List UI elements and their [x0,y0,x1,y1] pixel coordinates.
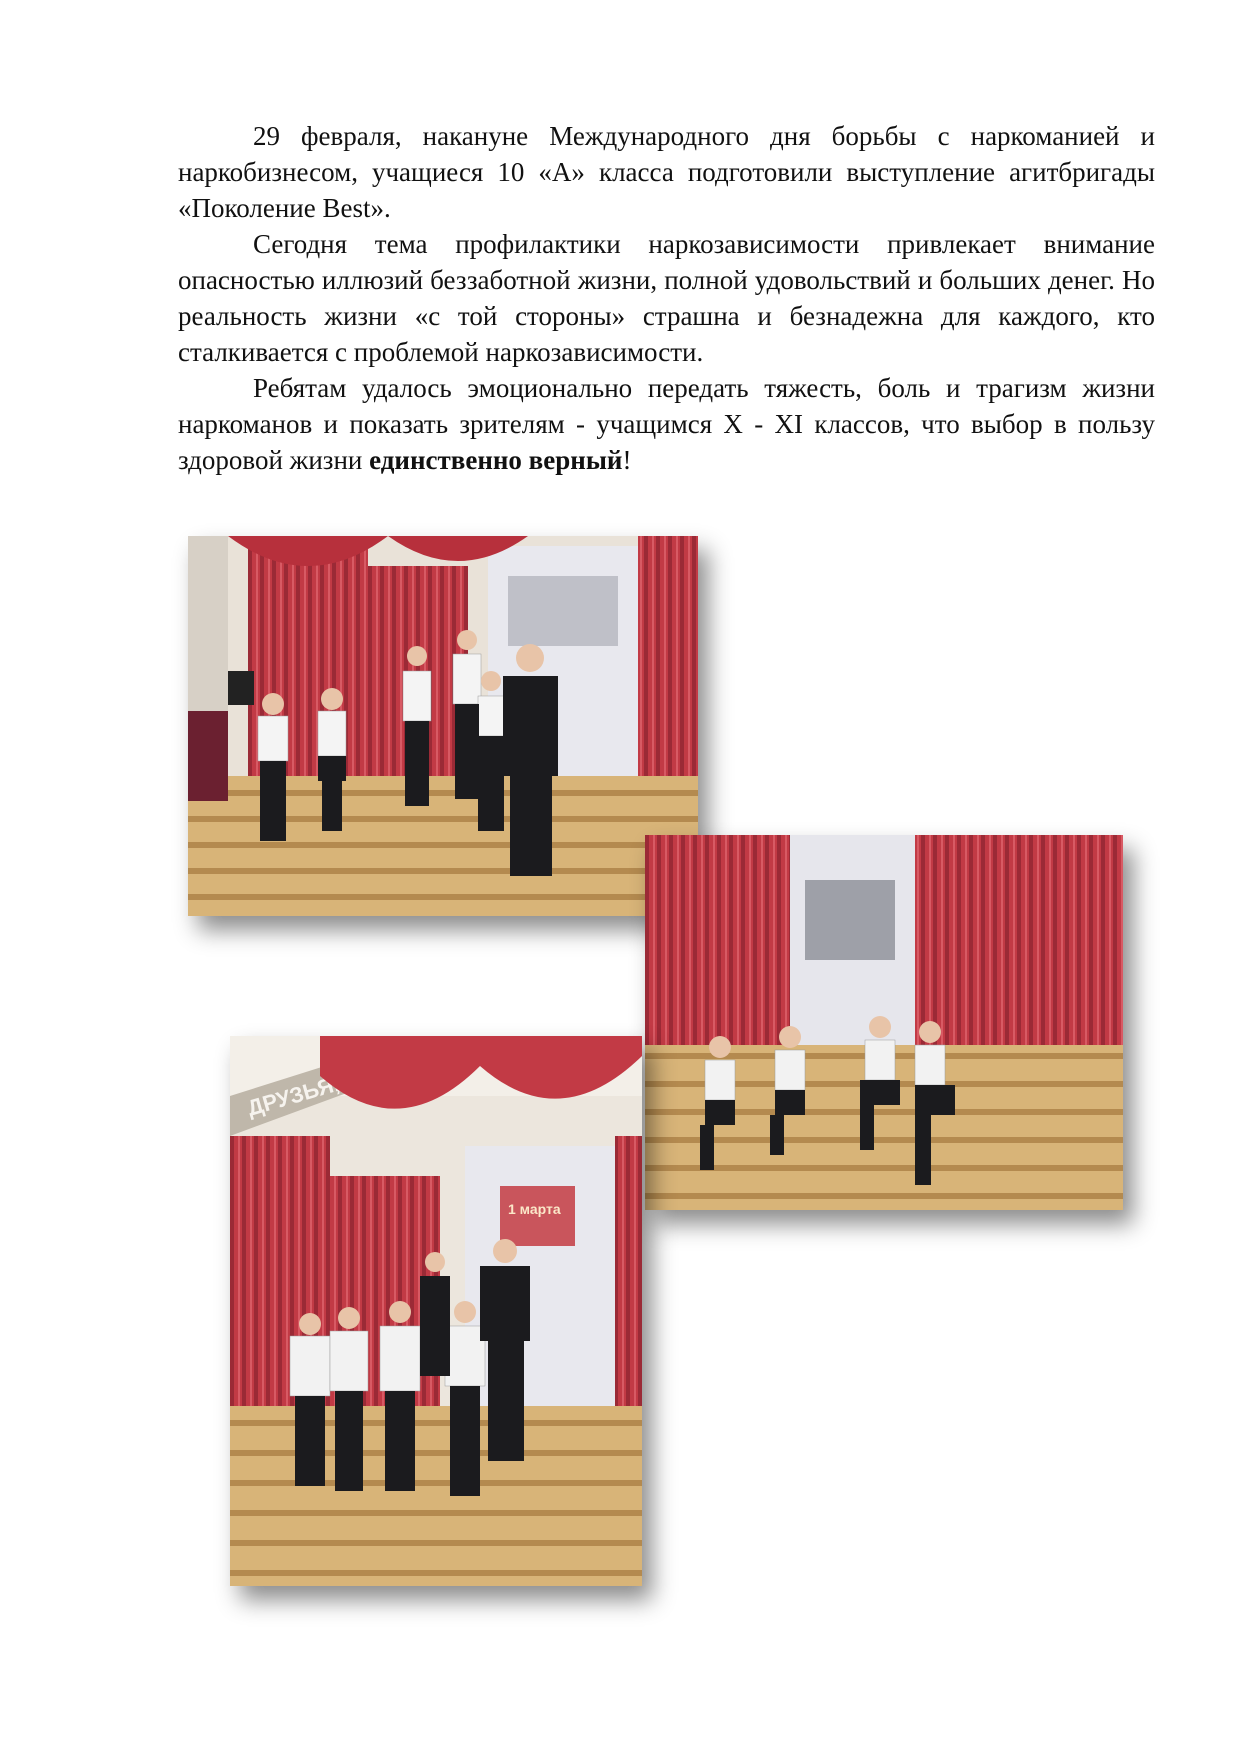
photo-stage-performance [188,536,698,916]
photo-group-on-stage [230,1036,642,1586]
paragraph-3-bold: единственно верный [369,445,623,475]
paragraph-3-text: Ребятам удалось эмоционально передать тяжесть, боль и трагизм жизни наркоманов и показать зрителям - учащимся X - XI классов, что выбор в пользу здоровой жизни [178,373,1155,475]
paragraph-1: 29 февраля, накануне Международного дня борьбы с наркоманией и наркобизнесом, учащиеся 10 «А» класса подготовили выступление агитбригады «Поколение Best». [178,121,1155,223]
paragraph-3 [178,370,1155,478]
article-text [178,118,1155,478]
screen-text: 1 марта [508,1201,561,1217]
banner-text: ДРУЗЬЯ, [244,1070,343,1121]
photo-students-sitting [645,835,1123,1210]
paragraph-3-end: ! [622,445,632,475]
paragraph-2: Сегодня тема профилактики наркозависимости привлекает внимание опасностью иллюзий беззаботной жизни, полной удовольствий и больших денег. Но реальность жизни «с той стороны» страшна и безнадежна для каждого, кто сталкивается с проблемой наркозависимости. [178,229,1155,367]
